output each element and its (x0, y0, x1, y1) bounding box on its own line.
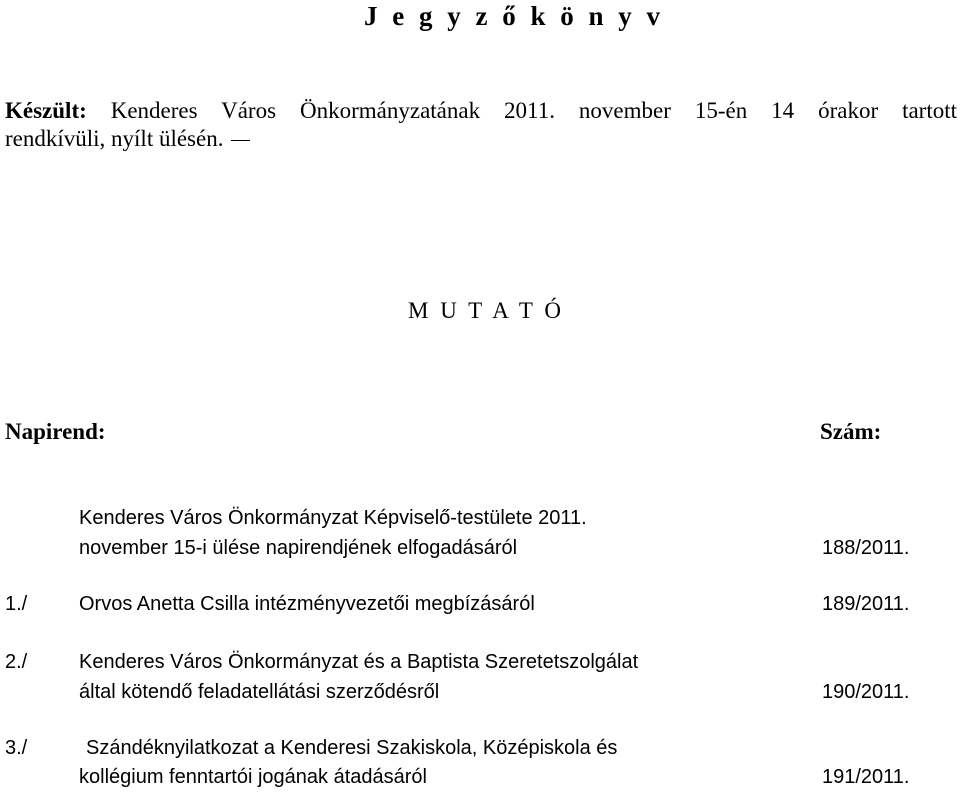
agenda-item-text: Orvos Anetta Csilla intézményvezetői megbízásáról (79, 593, 535, 615)
intro-line-1 (5, 97, 957, 125)
agenda-item-text: Kenderes Város Önkormányzat Képviselő-testülete 2011. (79, 507, 587, 529)
intro-label: Készült: (5, 98, 87, 123)
agenda-column-header: Napirend: (5, 419, 106, 444)
agenda-item-text: Szándéknyilatkozat a Kenderesi Szakiskola, Középiskola és (86, 737, 618, 759)
agenda-item-text: kollégium fenntartói jogának átadásáról (79, 766, 427, 788)
resolution-number: 188/2011. (822, 537, 910, 559)
agenda-item-number: 2./ (5, 651, 28, 673)
index-title: M U T A T Ó (408, 298, 564, 323)
intro-text-2: rendkívüli, nyílt ülésén. (5, 126, 224, 151)
resolution-number: 190/2011. (822, 681, 910, 703)
resolution-number: 189/2011. (822, 593, 910, 615)
agenda-item-number: 1./ (5, 593, 28, 615)
intro-line-2 (5, 125, 250, 153)
resolution-number: 191/2011. (822, 766, 910, 788)
agenda-item-text: november 15-i ülése napirendjének elfogadásáról (79, 537, 518, 559)
document-title: J e g y z ő k ö n y v (364, 1, 664, 31)
agenda-item-text: Kenderes Város Önkormányzat és a Baptista Szeretetszolgálat (79, 651, 639, 673)
intro-text-1: Kenderes Város Önkormányzatának 2011. november 15-én 14 órakor tartott (110, 98, 958, 123)
agenda-item-number: 3./ (5, 737, 28, 759)
number-column-header: Szám: (820, 419, 882, 444)
dash-mark (231, 140, 250, 141)
agenda-item-text: által kötendő feladatellátási szerződésről (79, 681, 440, 703)
